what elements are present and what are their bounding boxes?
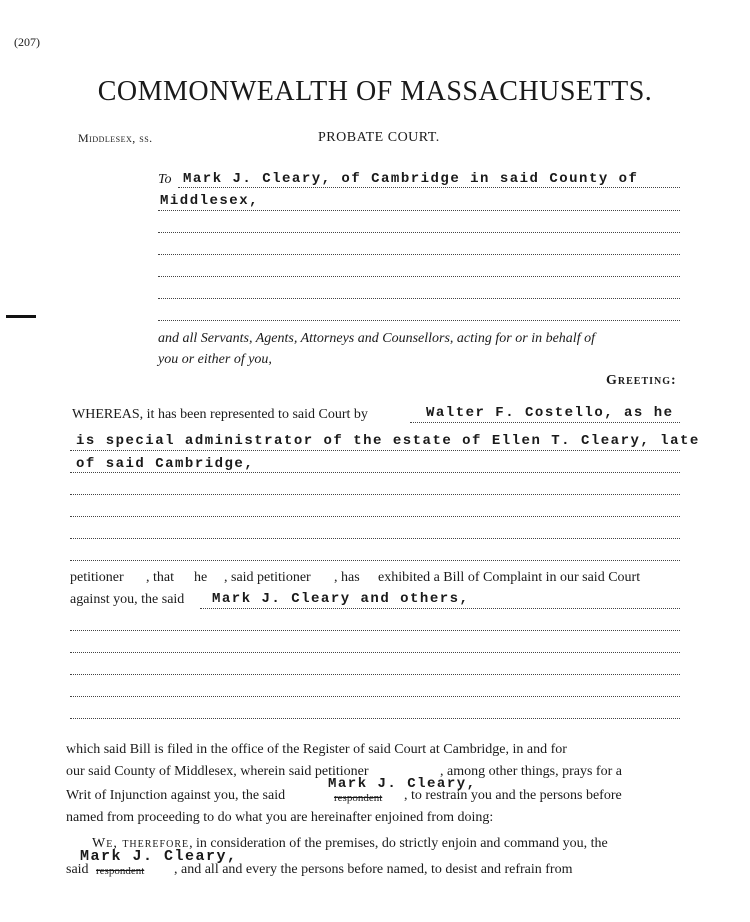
document-title: COMMONWEALTH OF MASSACHUSETTS. — [97, 76, 653, 107]
blank-line — [158, 278, 680, 299]
against-line — [200, 588, 680, 609]
servants-line-1: and all Servants, Agents, Attorneys and Counsellors, acting for or in behalf of — [158, 331, 595, 346]
bill-line-1: which said Bill is filed in the office of the Register of said Court at Cambridge, in and for — [66, 742, 567, 757]
whereas-typed-3: of said Cambridge, — [76, 456, 255, 472]
addressee-line-1 — [178, 167, 680, 188]
whereas-typed-1: Walter F. Costello, as he — [426, 405, 674, 421]
blank-line — [70, 654, 680, 675]
that-word: , that — [146, 570, 174, 585]
blank-line — [158, 212, 680, 233]
we-rest: in consideration of the premises, do strictly enjoin and command you, the — [196, 836, 608, 851]
said-petitioner: , said petitioner — [224, 570, 311, 585]
servants-line-2: you or either of you, — [158, 352, 272, 367]
addressee-typed-line-1: Mark J. Cleary, of Cambridge in said County of — [183, 171, 639, 187]
blank-line — [70, 540, 680, 561]
page-number: (207) — [14, 35, 40, 49]
final-line-said: said — [66, 862, 89, 877]
whereas-line-3 — [70, 452, 680, 473]
whereas-line-2 — [70, 430, 680, 451]
blank-line — [70, 496, 680, 517]
county-label: Middlesex, ss. — [78, 131, 153, 145]
blank-line — [70, 698, 680, 719]
blank-line — [70, 610, 680, 631]
blank-line — [158, 234, 680, 255]
greeting: Greeting: — [606, 373, 677, 388]
bill-line-2b: , among other things, prays for a — [440, 764, 622, 779]
typed-name-1: Mark J. Cleary, — [328, 776, 477, 792]
blank-line — [70, 518, 680, 539]
we-therefore: We, therefore, — [92, 836, 194, 851]
whereas-typed-2: is special administrator of the estate of Ellen T. Cleary, late — [76, 433, 700, 449]
whereas-line-1 — [410, 402, 680, 423]
typed-name-2: Mark J. Cleary, — [80, 848, 238, 865]
bill-line-2a: our said County of Middlesex, wherein said petitioner — [66, 764, 369, 779]
he-word: he — [194, 570, 208, 585]
struck-respondent-2: respondent — [96, 865, 145, 877]
blank-line — [70, 632, 680, 653]
blank-line — [70, 676, 680, 697]
court-label: PROBATE COURT. — [318, 130, 440, 145]
struck-respondent-1: respondent — [334, 792, 383, 804]
margin-mark — [6, 315, 36, 318]
has-word: , has — [334, 570, 360, 585]
final-line-rest: , and all and every the persons before named, to desist and refrain from — [174, 862, 573, 877]
petitioner-word: petitioner — [70, 570, 124, 585]
to-label: To — [158, 172, 172, 187]
against-typed: Mark J. Cleary and others, — [212, 591, 470, 607]
bill-line-3a: Writ of Injunction against you, the said — [66, 788, 286, 803]
blank-line — [158, 300, 680, 321]
addressee-typed-line-2: Middlesex, — [160, 193, 260, 209]
bill-line-4: named from proceeding to do what you are hereinafter enjoined from doing: — [66, 810, 494, 825]
blank-line — [70, 474, 680, 495]
bill-line-3b: , to restrain you and the persons before — [404, 788, 622, 803]
whereas-label: WHEREAS, it has been represented to said Court by — [72, 407, 368, 422]
addressee-line-2 — [158, 190, 680, 211]
against-label: against you, the said — [70, 592, 185, 607]
exhibited-text: exhibited a Bill of Complaint in our said Court — [378, 570, 641, 585]
blank-line — [158, 256, 680, 277]
